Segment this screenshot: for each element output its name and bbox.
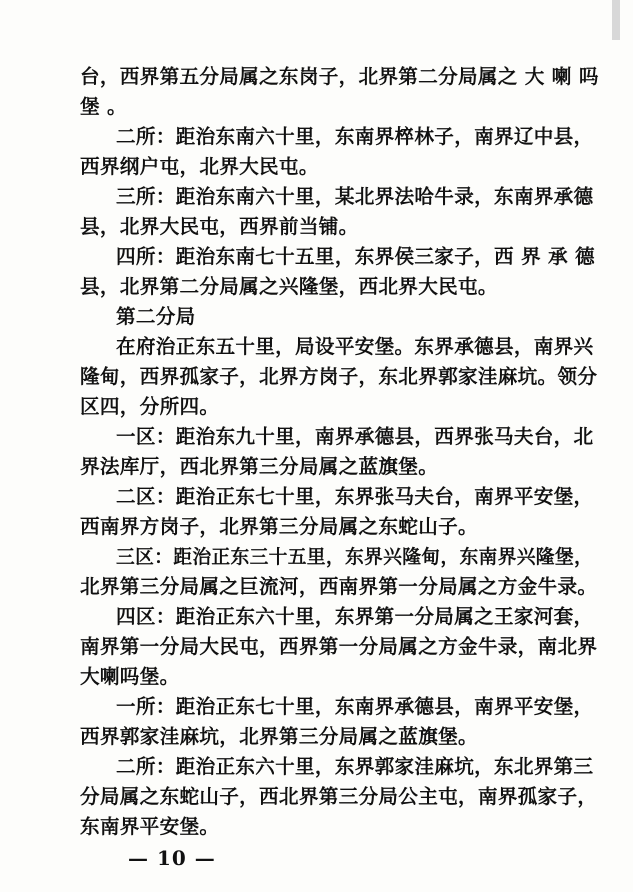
text-line-3: 二所：距治东南六十里，东南界椊林子，南界辽中县， (116, 125, 594, 148)
text-line-12: 区四，分所四。 (80, 395, 220, 418)
text-line-13: 一区：距治东九十里，南界承德县，西界张马夫台，北 (116, 425, 594, 448)
text-line-17: 三区：距治正东三十五里，东界兴隆甸，东南界兴隆堡， (116, 546, 594, 568)
text-line-21: 大喇吗堡。 (80, 665, 180, 688)
text-line-8: 县，北界第二分局属之兴隆堡，西北界大民屯。 (80, 275, 498, 298)
text-line-15: 二区：距治正东七十里，东界张马夫台，南界平安堡， (116, 485, 594, 508)
text-line-7: 四所：距治东南七十五里，东界侯三家子，西 界 承 德 (116, 245, 595, 268)
scan-edge-mark (612, 0, 620, 40)
text-line-24: 二所：距治正东六十里，东界郭家洼麻坑，东北界第三 (116, 755, 594, 778)
section-heading: 第二分局 (116, 305, 196, 328)
text-line-20: 南界第一分局大民屯，西界第一分局属之方金牛录，南北界 (80, 635, 598, 658)
text-line-18: 北界第三分局属之巨流河，西南界第一分局属之方金牛录。 (80, 575, 598, 598)
text-line-2: 堡 。 (80, 95, 127, 118)
page-number: — 10 — (128, 846, 216, 870)
text-line-16: 西南界方岗子，北界第三分局属之东蛇山子。 (80, 515, 478, 538)
text-line-19: 四区：距治正东六十里，东界第一分局属之王家河套， (116, 605, 594, 628)
text-line-22: 一所：距治正东七十里，东南界承德县，南界平安堡， (116, 695, 594, 718)
text-line-10: 在府治正东五十里，局设平安堡。东界承德县，南界兴 (116, 335, 594, 358)
text-line-14: 界法库厅，西北界第三分局属之蓝旗堡。 (80, 455, 439, 478)
text-line-5: 三所：距治东南六十里，某北界法哈牛录，东南界承德 (116, 185, 594, 208)
text-line-6: 县，北界大民屯，西界前当铺。 (80, 215, 359, 238)
text-line-25: 分局属之东蛇山子，西北界第三分局公主屯，南界孤家子， (80, 785, 598, 808)
text-line-4: 西界纲户屯，北界大民屯。 (80, 155, 319, 178)
text-line-26: 东南界平安堡。 (80, 815, 220, 838)
text-line-11: 隆甸，西界孤家子，北界方岗子，东北界郭家洼麻坑。领分 (80, 365, 598, 388)
text-line-1: 台，西界第五分局属之东岗子，北界第二分局属之 大 喇 吗 (80, 65, 599, 88)
text-line-23: 西界郭家洼麻坑，北界第三分局属之蓝旗堡。 (80, 725, 478, 748)
